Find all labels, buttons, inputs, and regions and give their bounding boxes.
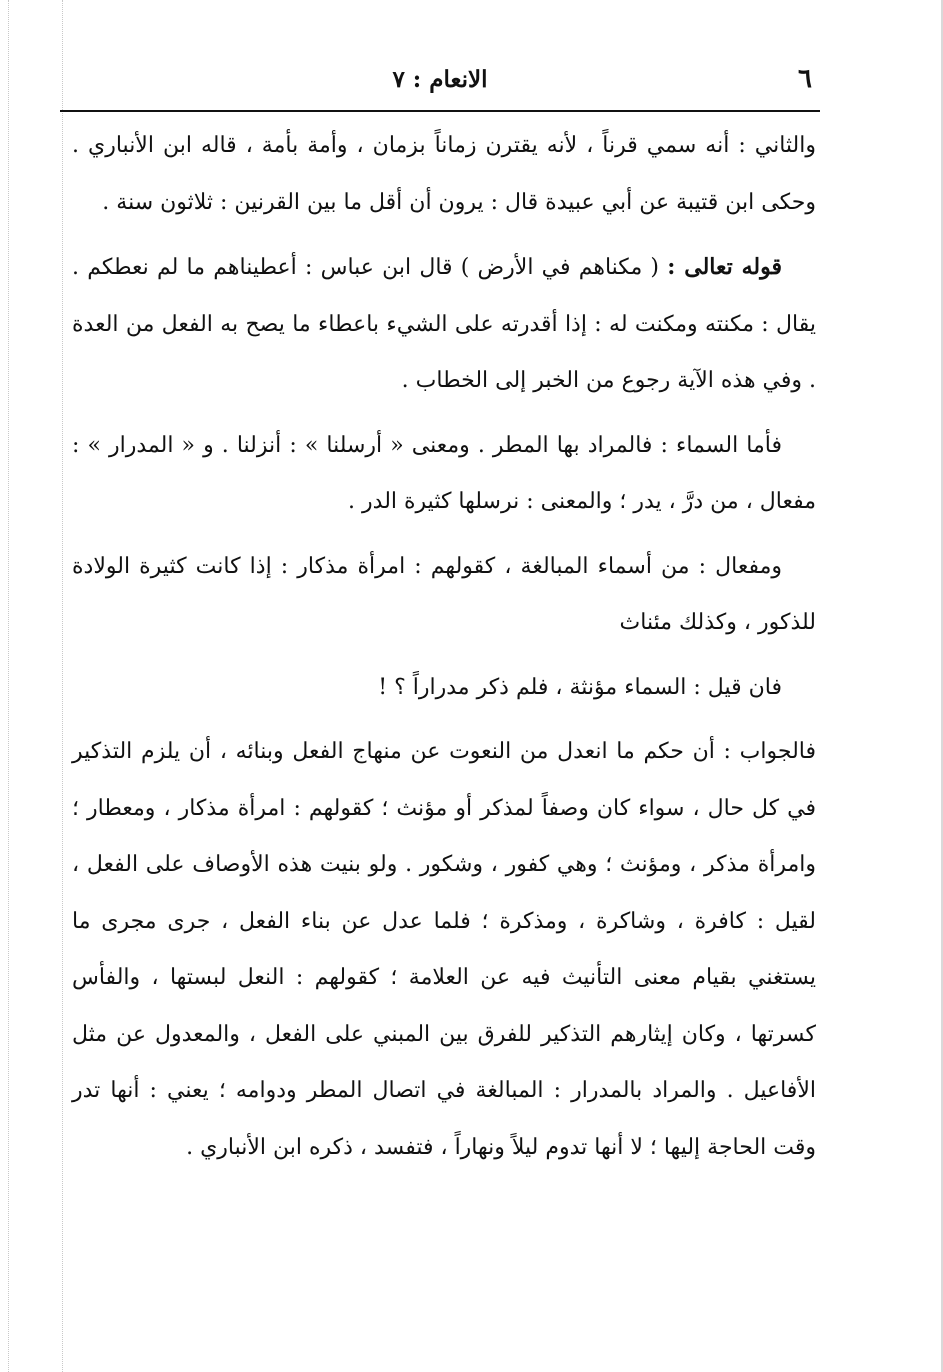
paragraph-text: والثاني : أنه سمي قرناً ، لأنه يقترن زماناً بزمان ، وأمة بأمة ، قاله ابن الأنباري . وحكى ابن قتيبة عن أبي عبيدة قال : يرون أن أقل ما بين القرنين : ثلاثون سنة .	[72, 133, 816, 215]
paragraph-lead: قوله تعالى :	[667, 254, 782, 280]
page-header	[60, 60, 820, 104]
header-rule	[60, 110, 820, 112]
paragraph-text: فان قيل : السماء مؤنثة ، فلم ذكر مدراراً ؟ !	[378, 674, 782, 700]
scan-guide-line	[62, 0, 63, 1372]
body-text	[72, 118, 816, 1176]
paragraph-text: ( مكناهم في الأرض ) قال ابن عباس : أعطيناهم ما لم نعطكم . يقال : مكنته ومكنت له : إذا أقدرته على الشيء باعطاء ما يصح به الفعل من العدة . وفي هذه الآية رجوع من الخبر إلى الخطاب .	[72, 255, 816, 393]
page-number: ٦	[798, 64, 812, 94]
paragraph	[72, 660, 816, 717]
paragraph-text: فالجواب : أن حكم ما انعدل من النعوت عن منهاج الفعل وبنائه ، أن يلزم التذكير في كل حال ، سواء كان وصفاً لمذكر أو مؤنث ؛ كقولهم : امرأة مذكار ، ومعطار ؛ وامرأة مذكر ، ومؤنث ؛ وهي كفور ، وشكور . ولو بنيت هذه الأوصاف على الفعل ، لقيل : كافرة ، وشاكرة ، ومذكرة ؛ فلما عدل عن بناء الفعل ، جرى مجرى ما يستغني بقيام معنى التأنيث فيه عن العلامة ؛ كقولهم : النعل لبستها ، والفأس كسرتها ، وكان إيثارهم التذكير للفرق بين المبني على الفعل ، والمعدول عن مثل الأفاعيل . والمراد بالمدرار : المبالغة في اتصال المطر ودوامه ؛ يعني : أنها تدر وقت الحاجة إليها ؛ لا أنها تدوم ليلاً ونهاراً ، فتفسد ، ذكره ابن الأنباري .	[72, 739, 816, 1160]
paragraph-text: فأما السماء : فالمراد بها المطر . ومعنى « أرسلنا » : أنزلنا . و « المدرار » : مفعال ، من درَّ ، يدر ؛ والمعنى : نرسلها كثيرة الدر .	[72, 432, 816, 514]
paragraph	[72, 724, 816, 1176]
paragraph-text: ومفعال : من أسماء المبالغة ، كقولهم : امرأة مذكار : إذا كانت كثيرة الولادة للذكور ، وكذلك مئناث	[72, 553, 816, 635]
paragraph	[72, 418, 816, 531]
scan-margin-line	[8, 0, 9, 1372]
running-head: الانعام : ٧	[392, 66, 488, 93]
paragraph	[72, 239, 816, 410]
paragraph	[72, 539, 816, 652]
paragraph	[72, 118, 816, 231]
